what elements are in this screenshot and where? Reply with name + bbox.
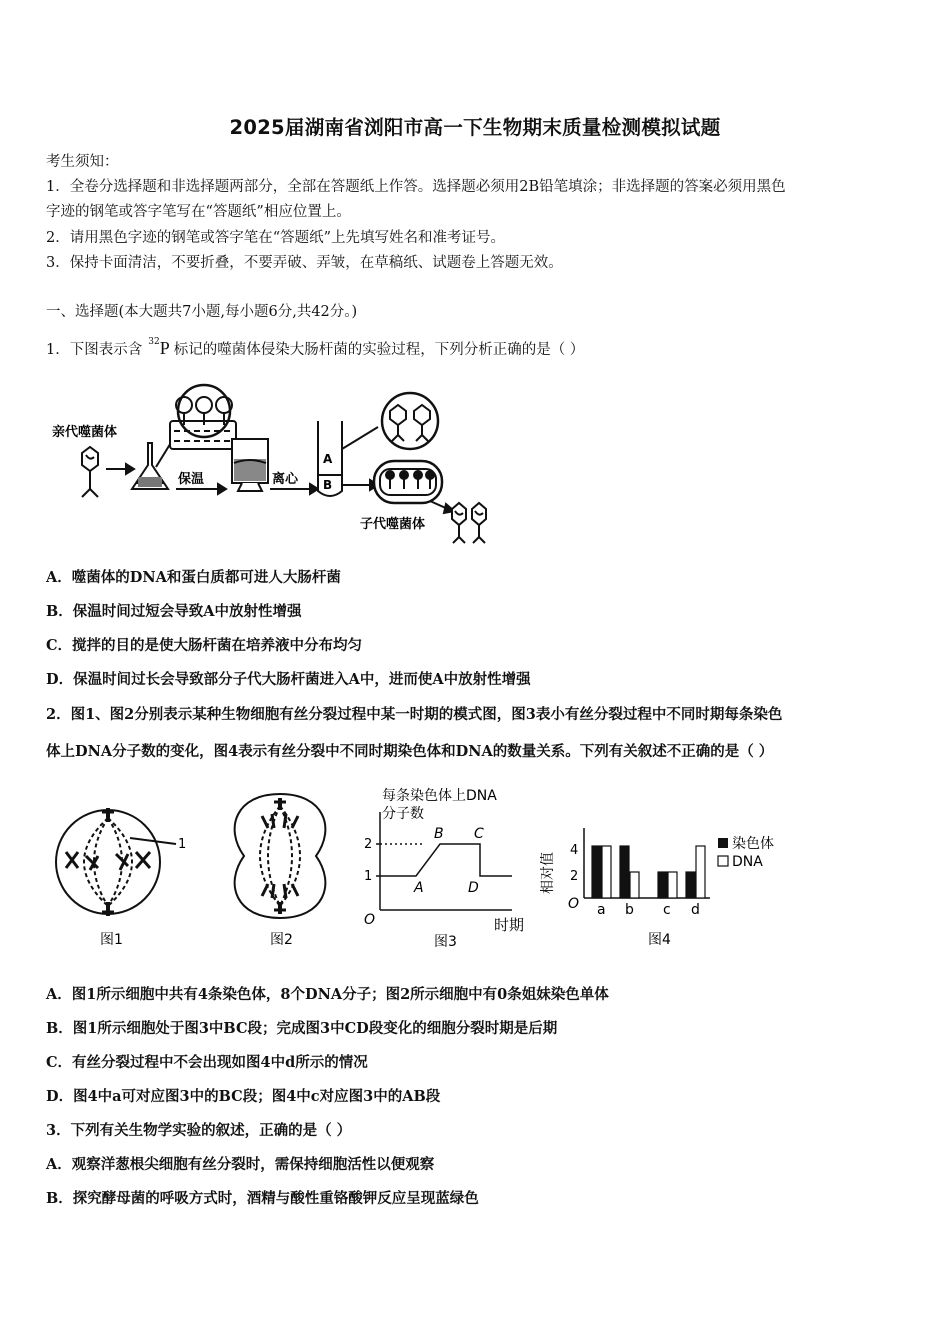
parent-phage-icon (82, 447, 98, 497)
fig1-pointer-label: 1 (178, 837, 187, 852)
notice-item-3: 3．保持卡面清洁，不要折叠，不要弄破、弄皱，在草稿纸、试题卷上答题无效。 (46, 255, 563, 271)
q2-option-a: A．图1所示细胞中共有4条染色体，8个DNA分子；图2所示细胞中有0条姐妹染色单体 (46, 986, 609, 1003)
fig4-caption: 图4 (648, 932, 671, 948)
bar-d-chromosome (686, 872, 695, 898)
legend-chromosome-swatch (718, 838, 728, 848)
category-label-a: a (597, 902, 606, 918)
figure-2-anaphase-cell (220, 788, 340, 950)
q2-stem-line-1: 2．图1、图2分别表示某种生物细胞有丝分裂过程中某一时期的模式图，图3表小有丝分裂过程中不同时期每条染色 (46, 706, 783, 723)
fig3-ytick-1: 1 (364, 869, 373, 884)
layer-b-label: B (323, 478, 333, 492)
notice-item-2: 2．请用黑色字迹的钢笔或答字笔在“答题纸”上先填写姓名和准考证号。 (46, 230, 506, 246)
q1-option-c: C．搅拌的目的是使大肠杆菌在培养液中分布均匀 (46, 637, 363, 654)
fig3-ylabel-line-1: 每条染色体上DNA (382, 788, 497, 804)
flask-icon (132, 443, 168, 489)
phage-experiment-figure (44, 385, 504, 545)
notice-heading: 考生须知： (46, 154, 119, 170)
fig4-bars (592, 846, 705, 898)
bar-b-dna (630, 872, 639, 898)
section-heading: 一、选择题(本大题共7小题,每小题6分,共42分。) (46, 304, 358, 320)
exam-title: 2025届湖南省浏阳市高一下生物期末质量检测模拟试题 (229, 116, 721, 139)
q1-stem (46, 338, 584, 362)
bar-a-chromosome (592, 846, 601, 898)
fig3-point-b: B (434, 826, 444, 842)
layer-a-label: A (323, 452, 333, 466)
supernatant-zoom-icon (342, 393, 438, 449)
beaker-icon (232, 439, 268, 491)
fig3-ylabel-line-2: 分子数 (382, 806, 424, 822)
bar-c-dna (668, 872, 677, 898)
q2-option-c: C．有丝分裂过程中不会出现如图4中d所示的情况 (46, 1054, 368, 1071)
figure-1-metaphase-cell (50, 800, 190, 950)
q1-suffix: 标记的噬菌体侵染大肠杆菌的实验过程，下列分析正确的是（ ） (173, 342, 585, 358)
child-phage-label: 子代噬菌体 (360, 517, 426, 532)
dividing-cell-membrane (235, 794, 326, 918)
fig3-point-d: D (468, 880, 479, 896)
q2-stem-line-2: 体上DNA分子数的变化，图4表示有丝分裂中不同时期染色体和DNA的数量关系。下列有关叙述不正确的是（ ） (46, 743, 774, 760)
q3-option-b: B．探究酵母菌的呼吸方式时，酒精与酸性重铬酸钾反应呈现蓝绿色 (46, 1190, 479, 1207)
figure-4-bar-chart (540, 822, 800, 950)
fig1-caption: 图1 (100, 932, 123, 948)
legend-dna-swatch (718, 856, 728, 866)
notice-item-1-cont: 字迹的钢笔或答字笔写在“答题纸”相应位置上。 (46, 204, 351, 220)
fig3-caption: 图3 (434, 934, 457, 950)
notice-item-1: 1．全卷分选择题和非选择题两部分，全部在答题纸上作答。选择题必须用2B铅笔填涂；非选择题的答案必须用黑色 (46, 179, 786, 195)
isotope-mass: 32 (148, 337, 160, 347)
q1-prefix: 1．下图表示含 (46, 342, 143, 358)
fig4-ylabel: 相对值 (540, 852, 556, 894)
fig4-category-labels (597, 902, 700, 918)
infection-zoom-icon (156, 385, 236, 467)
fig3-data-line (380, 844, 512, 876)
bar-a-dna (602, 846, 611, 898)
fig3-axes (376, 812, 512, 910)
category-label-c: c (663, 902, 671, 918)
q1-option-d: D．保温时间过长会导致部分子代大肠杆菌进入A中，进而使A中放射性增强 (46, 671, 531, 688)
fig4-ytick-4: 4 (570, 843, 579, 858)
fig3-point-c: C (474, 826, 484, 842)
fig3-point-a: A (414, 880, 424, 896)
q2-option-b: B．图1所示细胞处于图3中BC段；完成图3中CD段变化的细胞分裂时期是后期 (46, 1020, 558, 1037)
incubate-label: 保温 (178, 472, 205, 487)
category-label-d: d (691, 902, 700, 918)
isotope-symbol: P (159, 338, 170, 358)
bar-b-chromosome (620, 846, 629, 898)
bacteria-zoom-icon (342, 461, 454, 513)
category-label-b: b (625, 902, 634, 918)
q3-stem: 3．下列有关生物学实验的叙述，正确的是（ ） (46, 1122, 352, 1139)
fig4-ytick-2: 2 (570, 869, 579, 884)
legend-chromosome-label: 染色体 (732, 836, 774, 852)
fig3-ytick-2: 2 (364, 837, 373, 852)
parent-phage-label: 亲代噬菌体 (52, 425, 118, 440)
q1-option-a: A．噬菌体的DNA和蛋白质都可进人大肠杆菌 (46, 569, 341, 586)
fig3-xlabel: 时期 (494, 916, 525, 934)
arrow-icon (106, 464, 134, 474)
figure-3-line-chart (356, 782, 546, 952)
q3-option-a: A．观察洋葱根尖细胞有丝分裂时，需保持细胞活性以便观察 (46, 1156, 435, 1173)
bar-d-dna (696, 846, 705, 898)
q2-option-d: D．图4中a可对应图3中的BC段；图4中c对应图3中的AB段 (46, 1088, 441, 1105)
centrifuge-label: 离心 (272, 472, 299, 487)
bar-c-chromosome (658, 872, 667, 898)
fig2-caption: 图2 (270, 932, 293, 948)
chromosome-icon (66, 852, 150, 870)
fig4-origin: O (568, 896, 580, 912)
child-phage-icon (452, 503, 486, 543)
legend-dna-label: DNA (732, 854, 763, 870)
fig3-origin: O (364, 912, 376, 928)
q1-option-b: B．保温时间过短会导致A中放射性增强 (46, 603, 302, 620)
